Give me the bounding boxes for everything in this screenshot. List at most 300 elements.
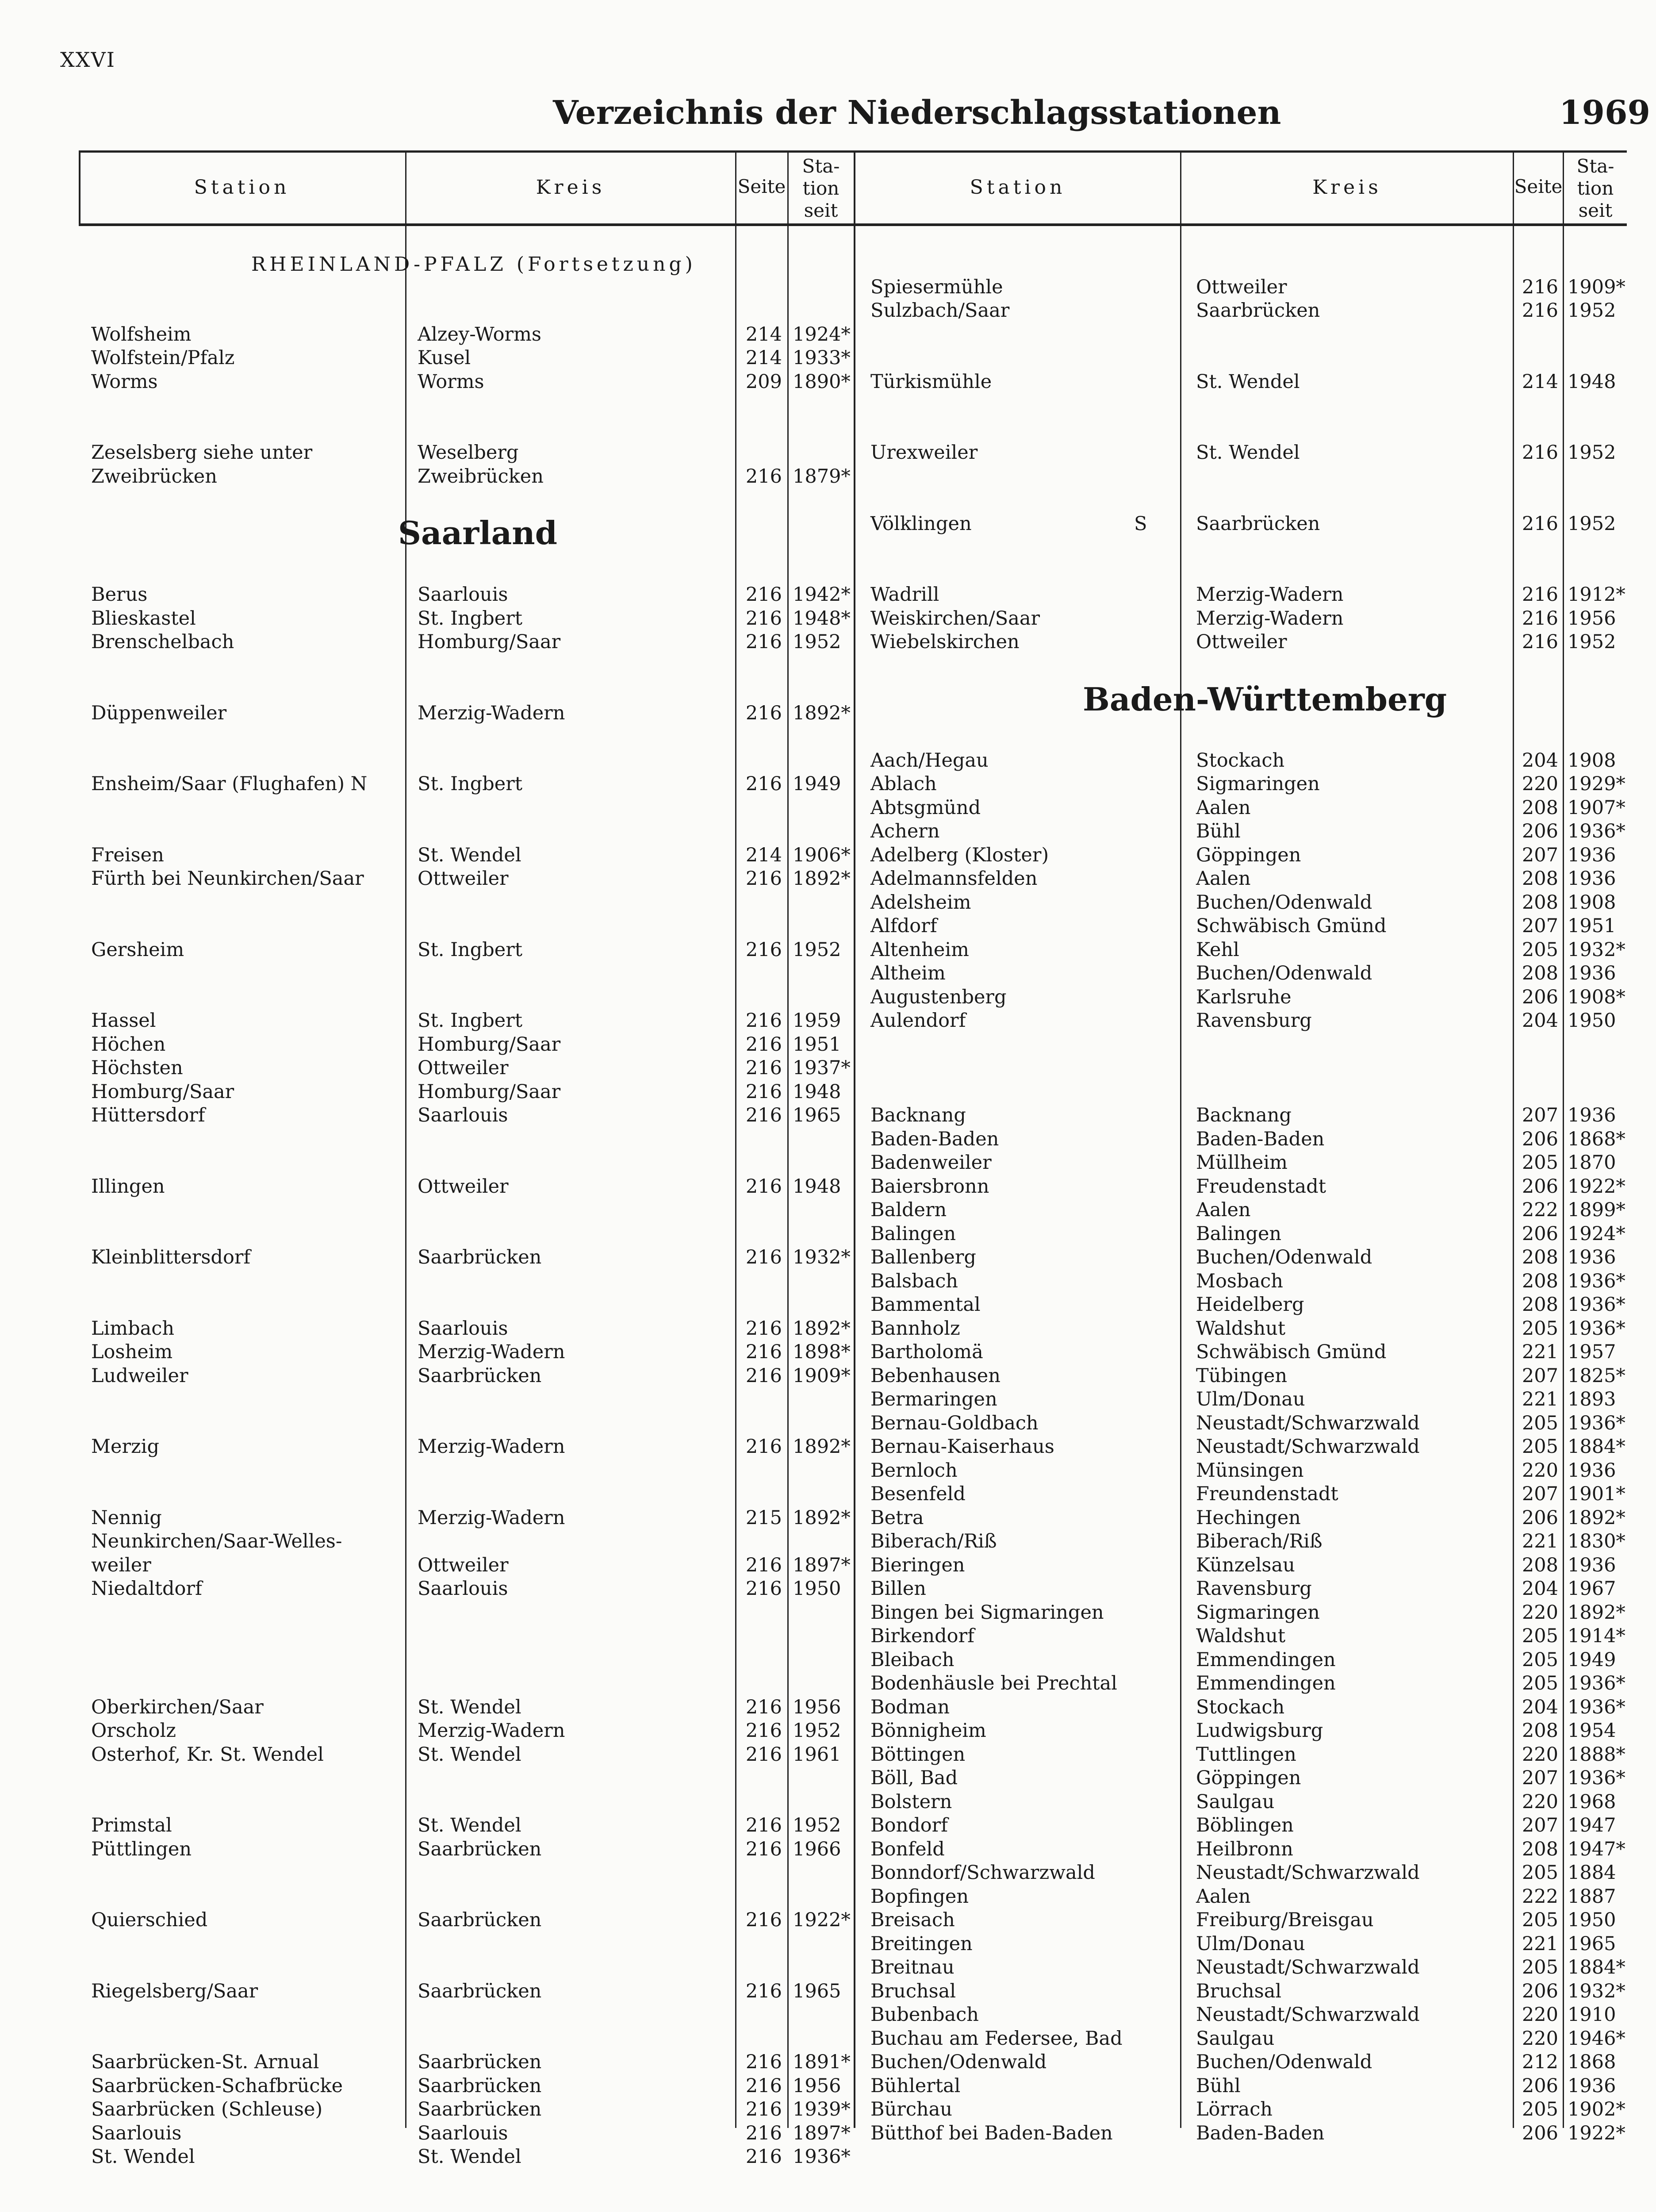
- station-seit-value: 1968: [1568, 1790, 1616, 1813]
- seite-value: 216: [745, 1246, 782, 1268]
- kreis-name: Sigmaringen: [1196, 773, 1320, 795]
- station-seit-value: 1936: [1568, 1554, 1616, 1576]
- seite-value: 207: [1522, 1814, 1558, 1836]
- station-seit-value: 1879*: [793, 465, 851, 488]
- station-name: Homburg/Saar: [91, 1080, 234, 1103]
- kreis-name: Ottweiler: [1196, 631, 1287, 653]
- station-seit-value: 1949: [1568, 1648, 1616, 1671]
- station-seit-value: 1884*: [1568, 1956, 1625, 1978]
- kreis-name: Waldshut: [1196, 1317, 1286, 1340]
- kreis-name: Ulm/Donau: [1196, 1388, 1305, 1410]
- station-seit-value: 1952: [793, 1814, 841, 1836]
- station-name: Neunkirchen/Saar-Welles-: [91, 1530, 342, 1552]
- seite-value: 207: [1522, 915, 1558, 937]
- seite-value: 205: [1522, 2098, 1558, 2120]
- seite-value: 208: [1522, 1554, 1558, 1576]
- station-seit-value: 1939*: [793, 2098, 851, 2120]
- station-name: Berus: [91, 584, 148, 606]
- col-rule-r3: [1563, 150, 1564, 2128]
- seite-value: 207: [1522, 844, 1558, 866]
- station-seit-value: 1956: [1568, 607, 1616, 630]
- seite-value: 205: [1522, 1909, 1558, 1931]
- seite-value: 216: [745, 1578, 782, 1600]
- kreis-name: Aalen: [1196, 868, 1251, 890]
- station-seit-value: 1936*: [1568, 1317, 1625, 1340]
- kreis-name: St. Wendel: [418, 2146, 521, 2168]
- kreis-name: Saarbrücken: [418, 2051, 542, 2073]
- station-name: Böll, Bad: [870, 1767, 958, 1789]
- station-seit-value: 1936*: [1568, 820, 1625, 842]
- station-name: Wiebelskirchen: [870, 631, 1020, 653]
- kreis-name: Saarbrücken: [418, 1980, 542, 2002]
- kreis-name: Baden-Baden: [1196, 1128, 1325, 1150]
- seite-value: 204: [1522, 1696, 1558, 1718]
- station-seit-value: 1922*: [1568, 2122, 1625, 2144]
- seite-value: 205: [1522, 938, 1558, 961]
- station-seit-value: 1909*: [1568, 276, 1625, 298]
- station-seit-value: 1936: [1568, 2074, 1616, 2097]
- station-name: Breisach: [870, 1909, 955, 1931]
- station-name: Billen: [870, 1578, 926, 1600]
- header-sta-left-1: Sta-: [802, 155, 840, 177]
- station-seit-value: 1951: [793, 1033, 841, 1056]
- kreis-name: Buchen/Odenwald: [1196, 962, 1372, 984]
- station-seit-value: 1909*: [793, 1364, 851, 1387]
- seite-value: 208: [1522, 796, 1558, 819]
- kreis-name: Emmendingen: [1196, 1648, 1336, 1671]
- seite-value: 208: [1522, 891, 1558, 914]
- station-name: Quierschied: [91, 1909, 208, 1931]
- kreis-name: Ulm/Donau: [1196, 1932, 1305, 1955]
- station-seit-value: 1949: [793, 773, 841, 795]
- seite-value: 220: [1522, 1743, 1558, 1766]
- seite-value: 216: [745, 1838, 782, 1860]
- station-name: Sulzbach/Saar: [870, 300, 1010, 322]
- seite-value: 214: [745, 347, 782, 369]
- station-mark: S: [1134, 512, 1147, 535]
- seite-value: 205: [1522, 1436, 1558, 1458]
- station-seit-value: 1924*: [1568, 1222, 1625, 1245]
- station-name: Merzig: [91, 1436, 159, 1458]
- station-name: Bammental: [870, 1294, 981, 1316]
- seite-value: 220: [1522, 1790, 1558, 1813]
- station-seit-value: 1892*: [793, 1436, 851, 1458]
- kreis-name: Backnang: [1196, 1104, 1292, 1126]
- seite-value: 216: [1522, 300, 1558, 322]
- kreis-name: St. Ingbert: [418, 773, 523, 795]
- station-name: Zweibrücken: [91, 465, 217, 488]
- station-name: Bartholomä: [870, 1341, 983, 1363]
- station-seit-value: 1952: [793, 938, 841, 961]
- seite-value: 206: [1522, 1128, 1558, 1150]
- station-seit-value: 1892*: [793, 1506, 851, 1529]
- kreis-name: Freundenstadt: [1196, 1483, 1338, 1505]
- station-name: Bubenbach: [870, 2004, 979, 2026]
- station-name: Baiersbronn: [870, 1175, 989, 1198]
- station-name: Besenfeld: [870, 1483, 966, 1505]
- kreis-name: Heidelberg: [1196, 1294, 1304, 1316]
- station-seit-value: 1947*: [1568, 1838, 1625, 1860]
- seite-value: 216: [745, 1364, 782, 1387]
- station-name: Nennig: [91, 1506, 162, 1529]
- station-seit-value: 1910: [1568, 2004, 1616, 2026]
- seite-value: 216: [745, 465, 782, 488]
- header-station-right: Station: [970, 176, 1066, 199]
- station-seit-value: 1932*: [793, 1246, 851, 1268]
- station-seit-value: 1891*: [793, 2051, 851, 2073]
- station-seit-value: 1965: [793, 1980, 841, 2002]
- seite-value: 220: [1522, 2027, 1558, 2050]
- seite-value: 216: [745, 1436, 782, 1458]
- station-seit-value: 1936: [1568, 1104, 1616, 1126]
- seite-value: 207: [1522, 1767, 1558, 1789]
- station-name: Saarlouis: [91, 2122, 182, 2144]
- kreis-name: Aalen: [1196, 796, 1251, 819]
- station-seit-value: 1936*: [1568, 1696, 1625, 1718]
- station-seit-value: 1924*: [793, 323, 851, 346]
- station-seit-value: 1830*: [1568, 1530, 1625, 1552]
- station-name: Wolfstein/Pfalz: [91, 347, 235, 369]
- station-name: Püttlingen: [91, 1838, 192, 1860]
- seite-value: 222: [1522, 1199, 1558, 1221]
- station-seit-value: 1961: [793, 1743, 841, 1766]
- seite-value: 216: [1522, 631, 1558, 653]
- station-name: Bieringen: [870, 1554, 965, 1576]
- page-title: Verzeichnis der Niederschlagsstationen: [553, 94, 1281, 132]
- seite-value: 220: [1522, 1601, 1558, 1624]
- station-seit-value: 1932*: [1568, 1980, 1625, 2002]
- kreis-name: Göppingen: [1196, 1767, 1301, 1789]
- header-sta-left-3: seit: [804, 200, 838, 221]
- kreis-name: Buchen/Odenwald: [1196, 891, 1372, 914]
- station-seit-value: 1892*: [1568, 1601, 1625, 1624]
- station-name: Saarbrücken-St. Arnual: [91, 2051, 319, 2073]
- seite-value: 206: [1522, 2074, 1558, 2097]
- header-sta-right-3: seit: [1578, 200, 1613, 221]
- kreis-name: Homburg/Saar: [418, 631, 561, 653]
- station-seit-value: 1936: [1568, 1246, 1616, 1268]
- station-name: Urexweiler: [870, 442, 978, 464]
- year: 1969: [1559, 94, 1650, 132]
- col-rule-r1: [1180, 150, 1181, 2128]
- kreis-name: Tuttlingen: [1196, 1743, 1296, 1766]
- station-seit-value: 1936*: [1568, 1672, 1625, 1694]
- station-name: Blieskastel: [91, 607, 196, 630]
- station-name: Buchen/Odenwald: [870, 2051, 1047, 2073]
- seite-value: 205: [1522, 1152, 1558, 1174]
- station-name: Riegelsberg/Saar: [91, 1980, 258, 2002]
- station-seit-value: 1950: [1568, 1909, 1616, 1931]
- seite-value: 206: [1522, 1222, 1558, 1245]
- seite-value: 214: [745, 844, 782, 866]
- seite-value: 205: [1522, 1672, 1558, 1694]
- kreis-name: Künzelsau: [1196, 1554, 1295, 1576]
- kreis-name: Ottweiler: [418, 1175, 509, 1198]
- station-name: Bernau-Kaiserhaus: [870, 1436, 1054, 1458]
- station-name: Ludweiler: [91, 1364, 188, 1387]
- kreis-name: Saarbrücken: [418, 2098, 542, 2120]
- station-seit-value: 1908: [1568, 891, 1616, 914]
- station-seit-value: 1952: [1568, 442, 1616, 464]
- seite-value: 207: [1522, 1104, 1558, 1126]
- station-name: Alfdorf: [870, 915, 937, 937]
- station-name: Zeselsberg siehe unter: [91, 442, 313, 464]
- station-seit-value: 1897*: [793, 2122, 851, 2144]
- seite-value: 208: [1522, 1838, 1558, 1860]
- station-seit-value: 1868: [1568, 2051, 1616, 2073]
- seite-value: 214: [1522, 370, 1558, 393]
- station-name: Fürth bei Neunkirchen/Saar: [91, 868, 364, 890]
- kreis-name: Neustadt/Schwarzwald: [1196, 1956, 1420, 1978]
- station-name: Niedaltdorf: [91, 1578, 202, 1600]
- station-name: Höchen: [91, 1033, 166, 1056]
- seite-value: 205: [1522, 1317, 1558, 1340]
- seite-value: 207: [1522, 1483, 1558, 1505]
- station-seit-value: 1948: [1568, 370, 1616, 393]
- header-seite-right: Seite: [1514, 176, 1563, 197]
- station-seit-value: 1957: [1568, 1341, 1616, 1363]
- seite-value: 216: [745, 2074, 782, 2097]
- station-seit-value: 1892*: [793, 1317, 851, 1340]
- seite-value: 221: [1522, 1388, 1558, 1410]
- station-name: Freisen: [91, 844, 164, 866]
- seite-value: 216: [745, 1980, 782, 2002]
- station-name: Baden-Baden: [870, 1128, 999, 1150]
- station-name: Breitingen: [870, 1932, 973, 1955]
- seite-value: 220: [1522, 773, 1558, 795]
- kreis-name: Ottweiler: [1196, 276, 1287, 298]
- header-sta-right-1: Sta-: [1576, 155, 1614, 177]
- station-name: Bonfeld: [870, 1838, 945, 1860]
- seite-value: 215: [745, 1506, 782, 1529]
- station-name: Badenweiler: [870, 1152, 992, 1174]
- station-name: Hassel: [91, 1010, 156, 1032]
- station-name: Abtsgmünd: [870, 796, 981, 819]
- seite-value: 208: [1522, 1246, 1558, 1268]
- station-name: Ballenberg: [870, 1246, 976, 1268]
- seite-value: 216: [745, 868, 782, 890]
- station-name: Altenheim: [870, 938, 969, 961]
- kreis-name: Aalen: [1196, 1199, 1251, 1221]
- station-seit-value: 1965: [1568, 1932, 1616, 1955]
- seite-value: 216: [745, 702, 782, 724]
- seite-value: 216: [745, 1104, 782, 1126]
- seite-value: 212: [1522, 2051, 1558, 2073]
- seite-value: 216: [745, 1057, 782, 1079]
- station-name: Balingen: [870, 1222, 956, 1245]
- kreis-name: Neustadt/Schwarzwald: [1196, 1436, 1420, 1458]
- kreis-name: Waldshut: [1196, 1625, 1286, 1647]
- station-seit-value: 1825*: [1568, 1364, 1625, 1387]
- station-name: Wadrill: [870, 584, 939, 606]
- seite-value: 216: [1522, 584, 1558, 606]
- seite-value: 204: [1522, 1010, 1558, 1032]
- header-station-left: Station: [194, 176, 290, 199]
- station-seit-value: 1942*: [793, 584, 851, 606]
- station-seit-value: 1956: [793, 1696, 841, 1718]
- station-name: Betra: [870, 1506, 924, 1529]
- kreis-name: Stockach: [1196, 749, 1285, 772]
- kreis-name: Müllheim: [1196, 1152, 1288, 1174]
- kreis-name: Münsingen: [1196, 1459, 1304, 1482]
- kreis-name: Alzey-Worms: [418, 323, 541, 346]
- station-seit-value: 1952: [1568, 631, 1616, 653]
- header-sta-left-2: tion: [802, 177, 840, 199]
- kreis-name: Neustadt/Schwarzwald: [1196, 1412, 1420, 1434]
- table-header-rule: [79, 223, 1627, 226]
- station-seit-value: 1902*: [1568, 2098, 1625, 2120]
- station-name: Aach/Hegau: [870, 749, 989, 772]
- station-name: Birkendorf: [870, 1625, 974, 1647]
- seite-value: 206: [1522, 1506, 1558, 1529]
- station-name: Worms: [91, 370, 158, 393]
- kreis-name: Saarbrücken: [1196, 512, 1320, 535]
- kreis-name: Homburg/Saar: [418, 1080, 561, 1103]
- station-seit-value: 1954: [1568, 1720, 1616, 1742]
- station-name: Baldern: [870, 1199, 947, 1221]
- col-rule-mid: [854, 150, 855, 2128]
- kreis-name: Böblingen: [1196, 1814, 1294, 1836]
- kreis-name: Ravensburg: [1196, 1010, 1312, 1032]
- station-seit-value: 1912*: [1568, 584, 1625, 606]
- kreis-name: St. Wendel: [1196, 370, 1300, 393]
- seite-value: 216: [745, 1720, 782, 1742]
- kreis-name: Göppingen: [1196, 844, 1301, 866]
- seite-value: 216: [1522, 442, 1558, 464]
- station-seit-value: 1936: [1568, 868, 1616, 890]
- kreis-name: St. Wendel: [1196, 442, 1300, 464]
- kreis-name: Weselberg: [418, 442, 519, 464]
- header-kreis-right: Kreis: [1312, 176, 1382, 199]
- kreis-name: Kusel: [418, 347, 471, 369]
- station-name: Weiskirchen/Saar: [870, 607, 1040, 630]
- kreis-name: St. Wendel: [418, 1696, 521, 1718]
- seite-value: 208: [1522, 1294, 1558, 1316]
- station-name: Losheim: [91, 1341, 173, 1363]
- station-seit-value: 1898*: [793, 1341, 851, 1363]
- station-name: Adelsheim: [870, 891, 971, 914]
- kreis-name: Saarbrücken: [418, 1909, 542, 1931]
- station-seit-value: 1952: [793, 631, 841, 653]
- kreis-name: Homburg/Saar: [418, 1033, 561, 1056]
- station-name: Völklingen: [870, 512, 972, 535]
- seite-value: 221: [1522, 1530, 1558, 1552]
- kreis-name: Balingen: [1196, 1222, 1282, 1245]
- seite-value: 216: [745, 1341, 782, 1363]
- kreis-name: Saarbrücken: [1196, 300, 1320, 322]
- kreis-name: Merzig-Wadern: [1196, 607, 1344, 630]
- station-seit-value: 1966: [793, 1838, 841, 1860]
- kreis-name: Merzig-Wadern: [418, 702, 565, 724]
- kreis-name: Saarbrücken: [418, 1838, 542, 1860]
- station-seit-value: 1951: [1568, 915, 1616, 937]
- header-seite-left: Seite: [737, 176, 786, 197]
- station-name: Bingen bei Sigmaringen: [870, 1601, 1104, 1624]
- station-name: Bernloch: [870, 1459, 958, 1482]
- station-name: Illingen: [91, 1175, 165, 1198]
- seite-value: 216: [745, 1743, 782, 1766]
- seite-value: 216: [745, 1080, 782, 1103]
- seite-value: 216: [745, 1696, 782, 1718]
- seite-value: 209: [745, 370, 782, 393]
- station-seit-value: 1936*: [1568, 1767, 1625, 1789]
- station-name: Düppenweiler: [91, 702, 227, 724]
- kreis-name: Saarlouis: [418, 1317, 508, 1340]
- station-name: Buchau am Federsee, Bad: [870, 2027, 1123, 2050]
- kreis-name: Saarbrücken: [418, 1246, 542, 1268]
- station-seit-value: 1936: [1568, 844, 1616, 866]
- station-name: Balsbach: [870, 1270, 958, 1292]
- kreis-name: St. Wendel: [418, 1743, 521, 1766]
- seite-value: 204: [1522, 1578, 1558, 1600]
- station-name: Saarbrücken-Schafbrücke: [91, 2074, 343, 2097]
- station-seit-value: 1914*: [1568, 1625, 1625, 1647]
- station-name: Bodenhäusle bei Prechtal: [870, 1672, 1117, 1694]
- station-name: Altheim: [870, 962, 946, 984]
- seite-value: 214: [745, 323, 782, 346]
- station-name: Türkismühle: [870, 370, 992, 393]
- kreis-name: Bühl: [1196, 2074, 1241, 2097]
- station-seit-value: 1908: [1568, 749, 1616, 772]
- station-name: Bleibach: [870, 1648, 954, 1671]
- seite-value: 216: [745, 584, 782, 606]
- seite-value: 204: [1522, 749, 1558, 772]
- station-name: Backnang: [870, 1104, 966, 1126]
- kreis-name: Emmendingen: [1196, 1672, 1336, 1694]
- seite-value: 205: [1522, 1648, 1558, 1671]
- station-seit-value: 1893: [1568, 1388, 1616, 1410]
- station-name: Breitnau: [870, 1956, 954, 1978]
- seite-value: 216: [745, 1554, 782, 1576]
- seite-value: 220: [1522, 2004, 1558, 2026]
- station-seit-value: 1956: [793, 2074, 841, 2097]
- seite-value: 207: [1522, 1364, 1558, 1387]
- station-name: Höchsten: [91, 1057, 183, 1079]
- kreis-name: Ludwigsburg: [1196, 1720, 1323, 1742]
- kreis-name: Neustadt/Schwarzwald: [1196, 1862, 1420, 1884]
- seite-value: 221: [1522, 1341, 1558, 1363]
- station-seit-value: 1952: [793, 1720, 841, 1742]
- seite-value: 222: [1522, 1885, 1558, 1908]
- station-seit-value: 1965: [793, 1104, 841, 1126]
- kreis-name: Merzig-Wadern: [1196, 584, 1344, 606]
- kreis-name: Ottweiler: [418, 1057, 509, 1079]
- seite-value: 216: [745, 1814, 782, 1836]
- station-seit-value: 1899*: [1568, 1199, 1625, 1221]
- kreis-name: Zweibrücken: [418, 465, 544, 488]
- seite-value: 206: [1522, 986, 1558, 1008]
- seite-value: 208: [1522, 962, 1558, 984]
- kreis-name: Baden-Baden: [1196, 2122, 1325, 2144]
- station-seit-value: 1967: [1568, 1578, 1616, 1600]
- kreis-name: St. Ingbert: [418, 607, 523, 630]
- station-seit-value: 1932*: [1568, 938, 1625, 961]
- seite-value: 216: [745, 938, 782, 961]
- station-seit-value: 1936*: [1568, 1412, 1625, 1434]
- station-name: Böttingen: [870, 1743, 966, 1766]
- kreis-name: Aalen: [1196, 1885, 1251, 1908]
- station-seit-value: 1884: [1568, 1862, 1616, 1884]
- seite-value: 216: [745, 773, 782, 795]
- station-name: Bönnigheim: [870, 1720, 986, 1742]
- kreis-name: Heilbronn: [1196, 1838, 1293, 1860]
- station-seit-value: 1892*: [1568, 1506, 1625, 1529]
- seite-value: 205: [1522, 1862, 1558, 1884]
- header-kreis-left: Kreis: [536, 176, 606, 199]
- station-seit-value: 1868*: [1568, 1128, 1625, 1150]
- kreis-name: Saarbrücken: [418, 1364, 542, 1387]
- seite-value: 206: [1522, 820, 1558, 842]
